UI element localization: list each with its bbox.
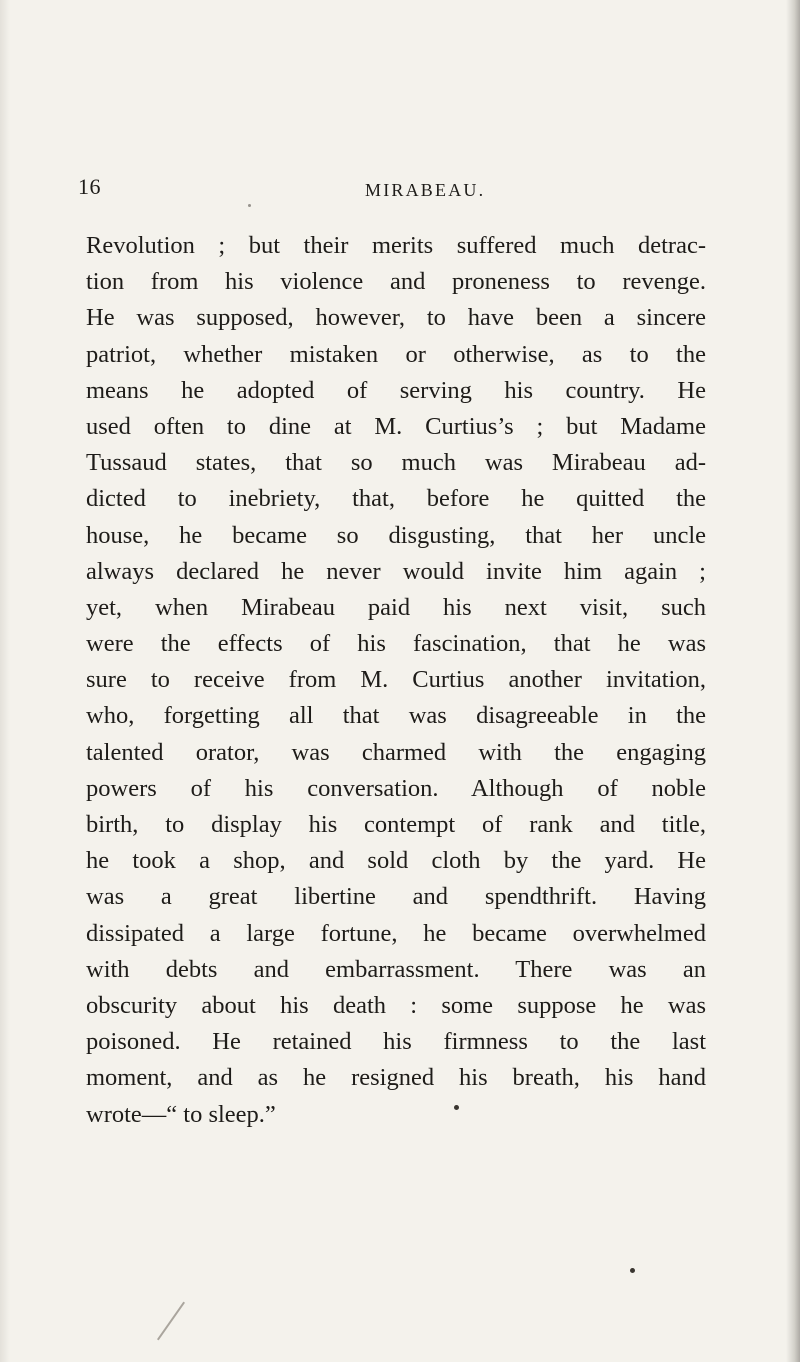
text-line: talented orator, was charmed with the engaging <box>86 738 706 766</box>
ink-speck <box>630 1268 635 1273</box>
text-line: yet, when Mirabeau paid his next visit, such <box>86 593 706 621</box>
page-edge-left <box>0 0 10 1362</box>
ink-speck <box>248 204 251 207</box>
text-line: poisoned. He retained his firmness to the last <box>86 1028 706 1056</box>
text-line: wrote—“ to sleep.” <box>86 1100 276 1128</box>
page-scratch-mark <box>157 1302 185 1341</box>
text-line: house, he became so disgusting, that her uncle <box>86 521 706 549</box>
text-line: with debts and embarrassment. There was an <box>86 955 706 983</box>
text-line: means he adopted of serving his country. He <box>86 376 706 404</box>
text-line: who, forgetting all that was disagreeable in the <box>86 702 706 730</box>
text-line: patriot, whether mistaken or otherwise, as to the <box>86 340 706 368</box>
text-line: dissipated a large fortune, he became overwhelmed <box>86 919 706 947</box>
text-line: obscurity about his death : some suppose he was <box>86 991 706 1019</box>
text-line: dicted to inebriety, that, before he quitted the <box>86 485 706 513</box>
text-line: Revolution ; but their merits suffered much detrac- <box>86 232 706 259</box>
text-line: He was supposed, however, to have been a sincere <box>86 304 706 332</box>
running-head: MIRABEAU. <box>365 180 486 200</box>
page-number: 16 <box>78 174 101 199</box>
body-paragraph <box>86 228 706 1133</box>
page-edge-right <box>786 0 800 1362</box>
text-line: always declared he never would invite him again ; <box>86 557 706 585</box>
text-line: Tussaud states, that so much was Mirabeau ad- <box>86 449 706 477</box>
text-line: was a great libertine and spendthrift. Having <box>86 883 706 911</box>
text-line: he took a shop, and sold cloth by the yard. He <box>86 847 706 875</box>
text-line: tion from his violence and proneness to revenge. <box>86 268 706 296</box>
text-line: used often to dine at M. Curtius’s ; but Madame <box>86 412 706 440</box>
text-line: were the effects of his fascination, that he was <box>86 630 706 658</box>
text-line: sure to receive from M. Curtius another invitation, <box>86 666 706 694</box>
page-header <box>78 170 758 210</box>
text-line: moment, and as he resigned his breath, his hand <box>86 1064 706 1092</box>
text-line: powers of his conversation. Although of noble <box>86 774 706 802</box>
ink-speck <box>454 1105 459 1110</box>
text-line: birth, to display his contempt of rank and title, <box>86 811 706 838</box>
